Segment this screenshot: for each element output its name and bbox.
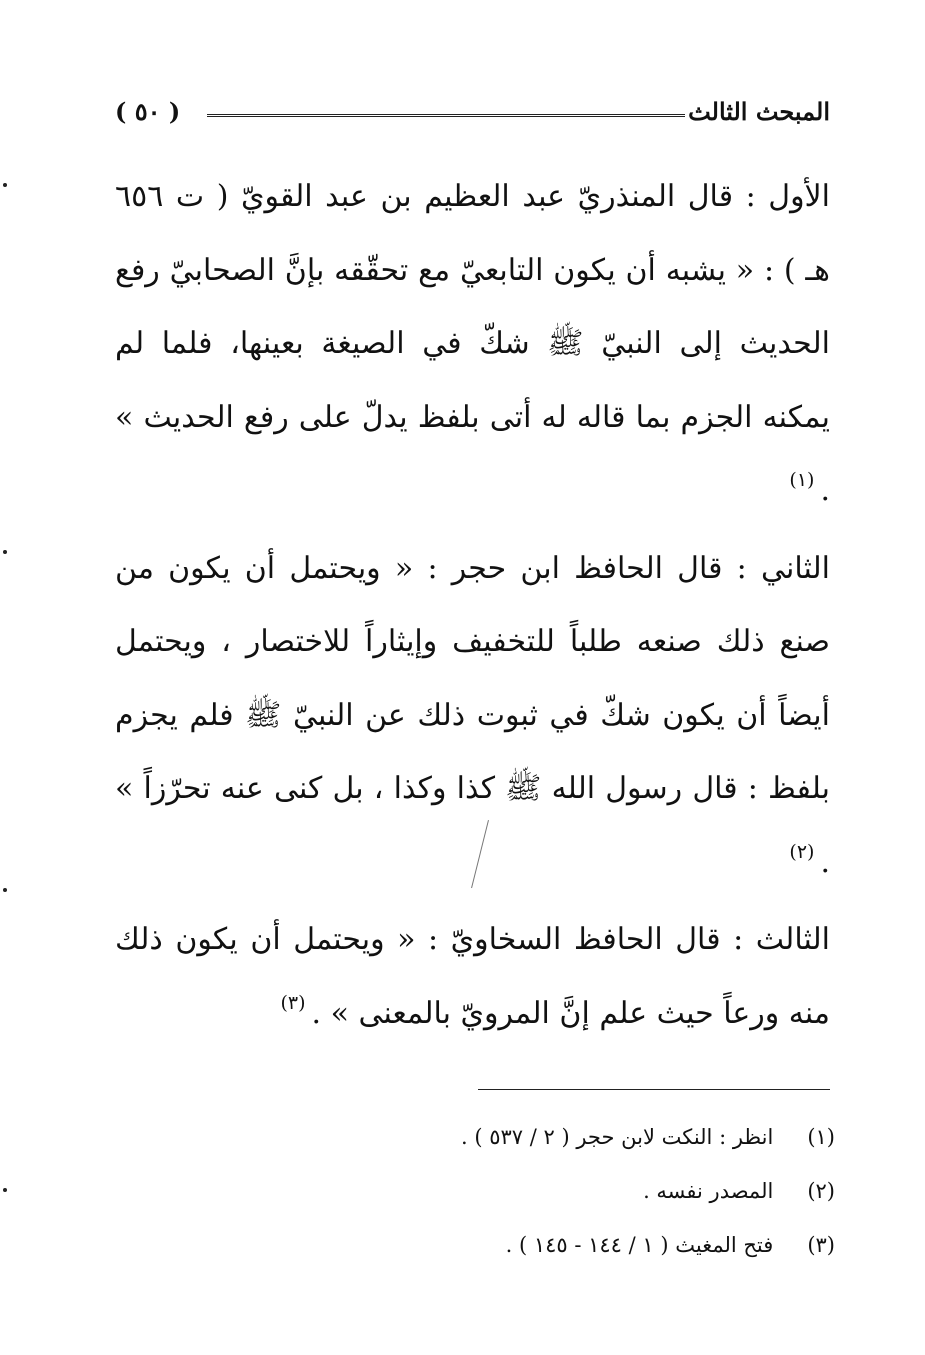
footnote-item [115,1224,835,1278]
page-number: ( ٥٠ ) [115,97,181,126]
paragraph-text: الأول : قال المنذريّ عبد العظيم بن عبد القويّ ( ت ٦٥٦ هـ ) : « يشبه أن يكون التابعيّ مع تحقّقه بإنَّ الصحابيّ رفع الحديث إلى النبيّ ﷺ شكّ في الصيغة بعينها، فلما لم يمكنه الجزم بما قاله له أتى بلفظ يدلّ على رفع الحديث » . [115,179,830,508]
paragraph-third [115,903,830,1054]
scan-speck [3,550,7,554]
footnote-number: (٣) [807,1233,835,1257]
scan-speck [3,888,7,892]
footnotes [115,1116,835,1278]
footnote-item [115,1116,835,1170]
footnote-separator [478,1089,830,1090]
footnote-text: فتح المغيث ( ١ / ١٤٤ - ١٤٥ ) . [505,1233,774,1257]
paragraph-second [115,532,830,904]
footnote-number: (١) [807,1125,835,1149]
footnote-item [115,1170,835,1224]
paragraph-text: الثالث : قال الحافظ السخاويّ : « ويحتمل أن يكون ذلك منه ورعاً حيث علم إنَّ المرويّ بالمعنى » . [115,922,830,1031]
footnote-ref[interactable]: (٣) [280,991,306,1014]
footnote-ref[interactable]: (١) [789,469,815,491]
running-header [115,92,830,132]
section-title: المبحث الثالث [688,97,830,126]
footnote-number: (٢) [807,1179,835,1203]
scan-speck [3,183,7,187]
main-text [115,160,830,1054]
footnote-ref[interactable]: (٢) [789,840,815,863]
footnote-text: المصدر نفسه . [643,1179,774,1203]
scan-speck [3,1188,7,1192]
paragraph-first [115,160,830,532]
paragraph-text: الثاني : قال الحافظ ابن حجر : « ويحتمل أن يكون من صنع ذلك صنعه طلباً للتخفيف وإيثاراً للاختصار ، ويحتمل أيضاً أن يكون شكّ في ثبوت ذلك عن النبيّ ﷺ فلم يجزم بلفظ : قال رسول الله ﷺ كذا وكذا ، بل كنى عنه تحرّزاً » . [115,550,830,880]
header-rule [207,114,685,117]
footnote-text: انظر : النكت لابن حجر ( ٢ / ٥٣٧ ) . [461,1125,774,1149]
